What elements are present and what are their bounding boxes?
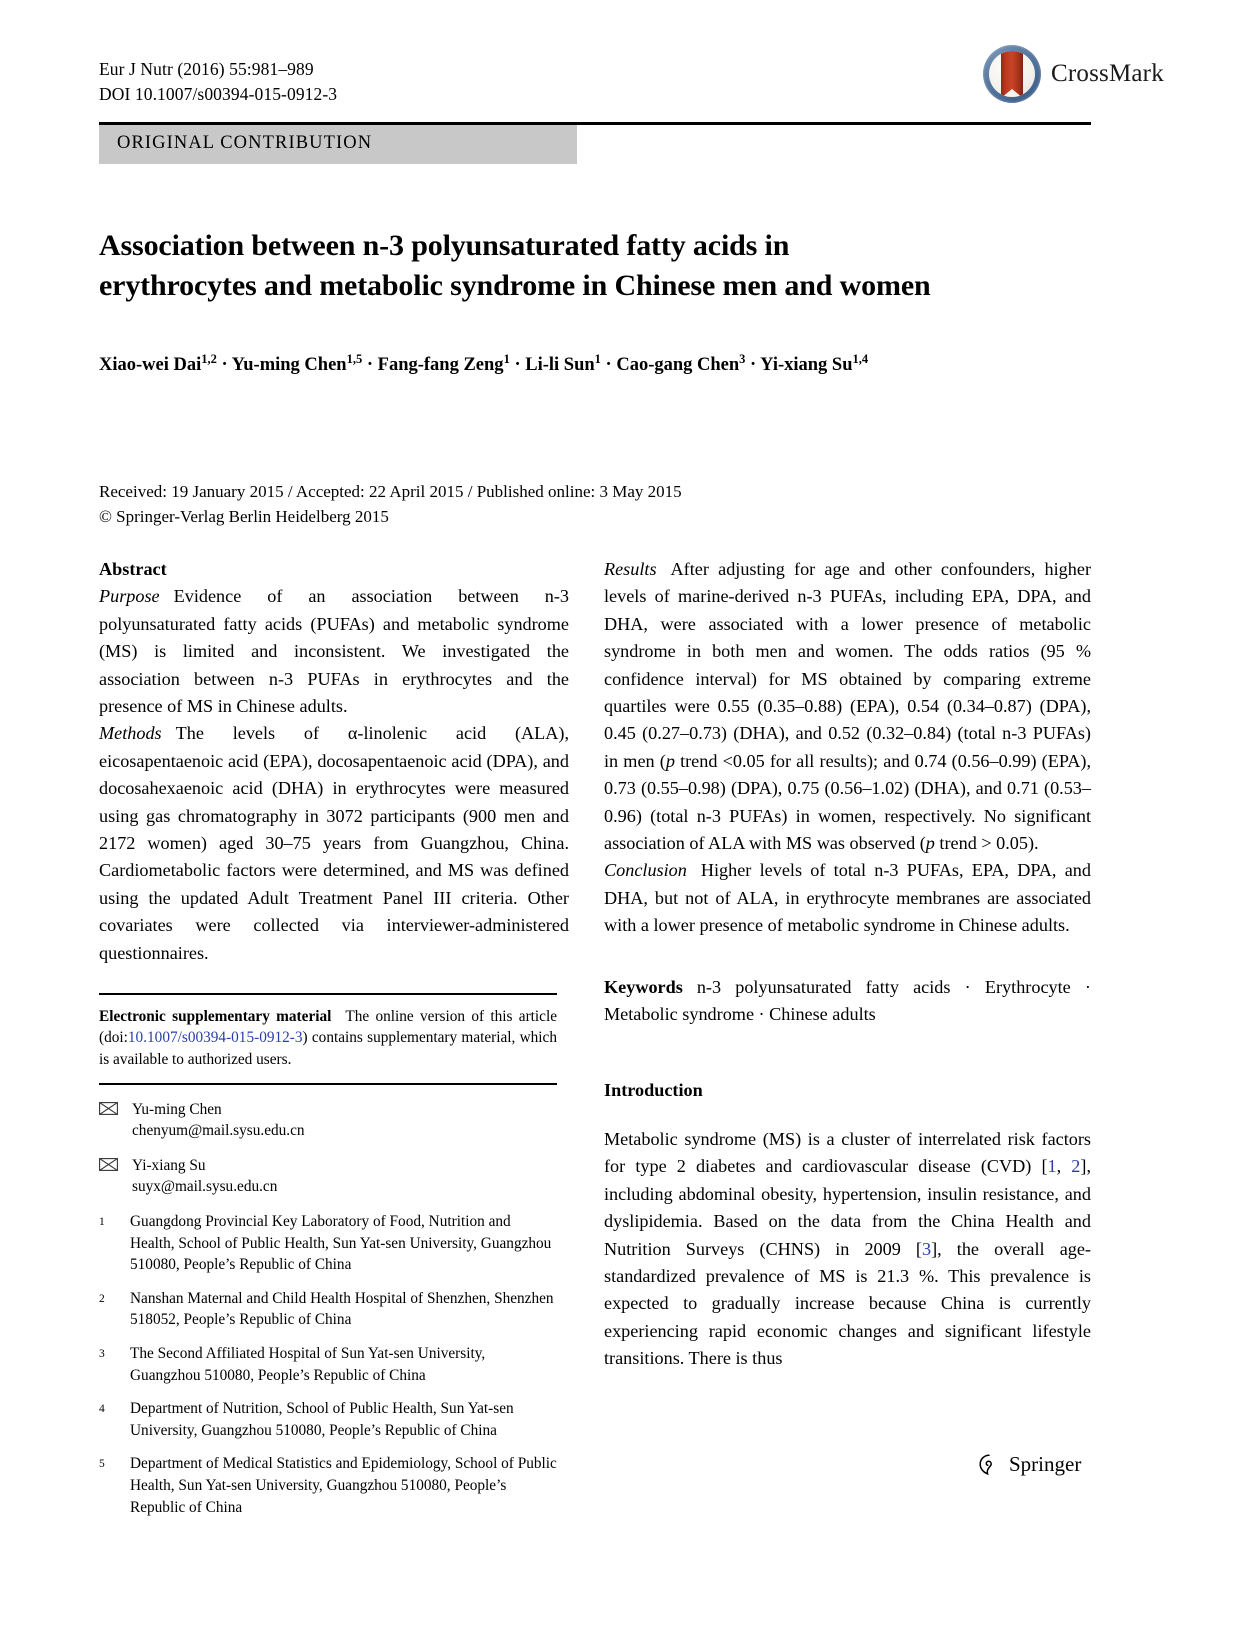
methods-label: Methods: [99, 723, 162, 744]
journal-reference: Eur J Nutr (2016) 55:981–989: [99, 59, 314, 79]
methods-text: The levels of α-linolenic acid (ALA), eicosapentaenoic acid (EPA), docosapentaenoic acid (DPA), and docosahexaenoic acid (DHA) in erythrocytes were measured using gas chromatography in 3072 participants (900 men and 2172 women) aged 30–75 years from Guangzhou, China. Cardiometabolic factors were determined, and MS was defined using the updated Adult Treatment Panel III criteria. Other covariates were collected via interviewer-administered questionnaires.: [99, 723, 569, 963]
abstract-purpose: [99, 583, 569, 720]
abstract-results: [604, 556, 1091, 857]
keywords-text: n-3 polyunsaturated fatty acids · Erythrocyte · Metabolic syndrome · Chinese adults: [604, 976, 1091, 1025]
affiliation-text: Department of Medical Statistics and Epidemiology, School of Public Health, Sun Yat-sen University, Guangzhou 510080, People’s Republic of China: [130, 1455, 557, 1516]
envelope-icon: [99, 1155, 118, 1198]
supplementary-divider-top: [99, 993, 557, 995]
results-p-symbol: p: [665, 750, 675, 771]
affiliation-text: Department of Nutrition, School of Public Health, Sun Yat-sen University, Guangzhou 510080, People’s Republic of China: [130, 1400, 514, 1439]
corresponding-author-block: [132, 1099, 305, 1142]
corresponding-author-email[interactable]: suyx@mail.sysu.edu.cn: [132, 1178, 278, 1196]
corresponding-author: [99, 1099, 569, 1142]
affiliation-text: Guangdong Provincial Key Laboratory of Food, Nutrition and Health, School of Public Health, Sun Yat-sen University, Guangzhou 510080, People’s Republic of China: [130, 1213, 552, 1274]
results-text: After adjusting for age and other confounders, higher levels of marine-derived n-3 PUFAs, including EPA, DPA, and DHA, were associated with a lower presence of metabolic syndrome in both men and women. The odds ratios (95 % confidence interval) for MS obtained by comparing extreme quartiles were 0.55 (0.35–0.88) (EPA), 0.54 (0.34–0.87) (DPA), 0.45 (0.27–0.73) (DHA), and 0.52 (0.32–0.84) (total n-3 PUFAs) in men (: [604, 559, 1091, 771]
author-affil-marker: 1,2: [201, 352, 217, 366]
author-affil-marker: 1: [594, 352, 601, 366]
crossmark-inner-circle: [989, 51, 1035, 97]
publisher-footer: [978, 1452, 1081, 1477]
introduction-part1: Metabolic syndrome (MS) is a cluster of interrelated risk factors for type 2 diabetes and cardiovascular disease (CVD) [: [604, 1128, 1091, 1177]
author-affil-marker: 3: [739, 352, 746, 366]
affiliation-item: [99, 1288, 557, 1331]
crossmark-label: CrossMark: [1051, 60, 1164, 87]
affiliation-item: [99, 1343, 557, 1386]
publication-dates: [99, 480, 939, 529]
affiliation-number: 2: [99, 1292, 105, 1305]
supplementary-note: [99, 1006, 557, 1071]
copyright-line: © Springer-Verlag Berlin Heidelberg 2015: [99, 506, 389, 526]
results-p-symbol: p: [925, 833, 935, 854]
affiliation-text: Nanshan Maternal and Child Health Hospital of Shenzhen, Shenzhen 518052, People’s Republic of China: [130, 1289, 554, 1329]
dates-line: Received: 19 January 2015 / Accepted: 22 April 2015 / Published online: 3 May 2015: [99, 482, 682, 501]
conclusion-label: Conclusion: [604, 860, 687, 881]
right-column: [604, 556, 1091, 1373]
springer-logo-icon: [978, 1454, 1000, 1476]
citation-link-1[interactable]: 1: [1047, 1156, 1057, 1177]
author-name: Li-li Sun: [525, 355, 595, 376]
corresponding-author: [99, 1155, 569, 1198]
crossmark-badge-icon: [983, 45, 1041, 103]
introduction-part2: ], including abdominal obesity, hypertension, insulin resistance, and dyslipidemia. Based on the data from the China Health and Nutrition Surveys (CHNS) in 2009 [: [604, 1156, 1091, 1259]
affiliation-item: [99, 1453, 557, 1518]
author-affil-marker: 1: [503, 352, 510, 366]
supplementary-text-before: The online version of this article (doi:: [99, 1007, 557, 1047]
affiliation-number: 3: [99, 1348, 105, 1360]
abstract-heading: Abstract: [99, 559, 167, 579]
keywords-label: Keywords: [604, 976, 683, 997]
author-affil-marker: 1,5: [346, 352, 363, 366]
keywords-block: [604, 974, 1091, 1029]
introduction-part3: ], the overall age-standardized prevalence of MS is 21.3 %. This prevalence is expected to gradually increase because China is currently experiencing rapid economic changes and significant lifestyle transitions. There is thus: [604, 1238, 1091, 1369]
abstract-methods: [99, 720, 569, 967]
envelope-icon: [99, 1099, 118, 1142]
corresponding-author-email[interactable]: chenyum@mail.sysu.edu.cn: [132, 1122, 305, 1140]
introduction-heading: Introduction: [604, 1079, 703, 1100]
left-column: [99, 556, 569, 1530]
supplementary-divider-bottom: [99, 1083, 557, 1084]
corresponding-author-block: [132, 1155, 277, 1198]
affiliation-item: [99, 1398, 557, 1441]
supplementary-text-after: ) contains supplementary material, which is available to authorized users.: [99, 1029, 557, 1068]
author-name: Cao-gang Chen: [616, 355, 740, 376]
supplementary-doi-link[interactable]: 10.1007/s00394-015-0912-3: [127, 1029, 303, 1047]
conclusion-text: Higher levels of total n-3 PUFAs, EPA, DPA, and DHA, but not of ALA, in erythrocyte membranes are associated with a lower presence of metabolic syndrome in Chinese adults.: [604, 860, 1091, 936]
page-title: Association between n-3 polyunsaturated fatty acids in erythrocytes and metabolic syndrome in Chinese men and women: [99, 229, 931, 303]
author-list: Xiao-wei Dai$^{1,2}$ · Yu-ming Chen$^{1,5}$ · Fang-fang Zeng$^1$ · Li-li Sun$^1$ · Cao-gang Chen$^3$ · Yi-xiang Su$^{1,4}$: [99, 352, 869, 376]
introduction-body: [604, 1126, 1091, 1373]
affiliation-text: The Second Affiliated Hospital of Sun Yat-sen University, Guangzhou 510080, People’s Republic of China: [130, 1345, 486, 1384]
abstract-conclusion: [604, 857, 1091, 939]
citation-link-3[interactable]: 3: [921, 1238, 932, 1259]
author-name: Xiao-wei Dai: [99, 355, 202, 376]
crossmark-logo[interactable]: [983, 45, 1164, 103]
corresponding-author-name: Yi-xiang Su: [132, 1156, 206, 1174]
affiliation-number: 4: [99, 1403, 105, 1416]
purpose-text: Evidence of an association between n-3 polyunsaturated fatty acids (PUFAs) and metabolic syndrome (MS) is limited and inconsistent. We investigated the association between n-3 PUFAs in erythrocytes and the presence of MS in Chinese adults.: [99, 586, 569, 717]
results-text-2: trend <0.05 for all results); and 0.74 (0.56–0.99) (EPA), 0.73 (0.55–0.98) (DPA), 0.75 (0.56–1.02) (DHA), and 0.71 (0.53–0.96) (total n-3 PUFAs) in women, respectively. No significant association of ALA with MS was observed (: [604, 750, 1091, 854]
supplementary-label: Electronic supplementary material: [99, 1007, 332, 1025]
purpose-label: Purpose: [99, 586, 160, 607]
article-type-label: ORIGINAL CONTRIBUTION: [117, 133, 373, 153]
citation-separator: ,: [1056, 1156, 1072, 1177]
citation-link-2[interactable]: 2: [1071, 1156, 1081, 1177]
crossmark-ribbon-icon: [1001, 51, 1023, 97]
affiliation-number: 5: [99, 1458, 105, 1471]
corresponding-author-name: Yu-ming Chen: [132, 1100, 222, 1118]
author-name: Fang-fang Zeng: [377, 355, 504, 376]
publisher-name: Springer: [1009, 1452, 1082, 1476]
author-affil-marker: 1,4: [852, 352, 869, 366]
doi-line: DOI 10.1007/s00394-015-0912-3: [99, 84, 338, 104]
author-name: Yu-ming Chen: [231, 355, 347, 376]
page-header: [99, 57, 1164, 107]
results-label: Results: [604, 559, 657, 579]
affiliation-number: 1: [99, 1216, 105, 1229]
results-text-3: trend > 0.05).: [934, 833, 1039, 854]
author-name: Yi-xiang Su: [760, 355, 853, 376]
affiliation-item: [99, 1211, 557, 1276]
